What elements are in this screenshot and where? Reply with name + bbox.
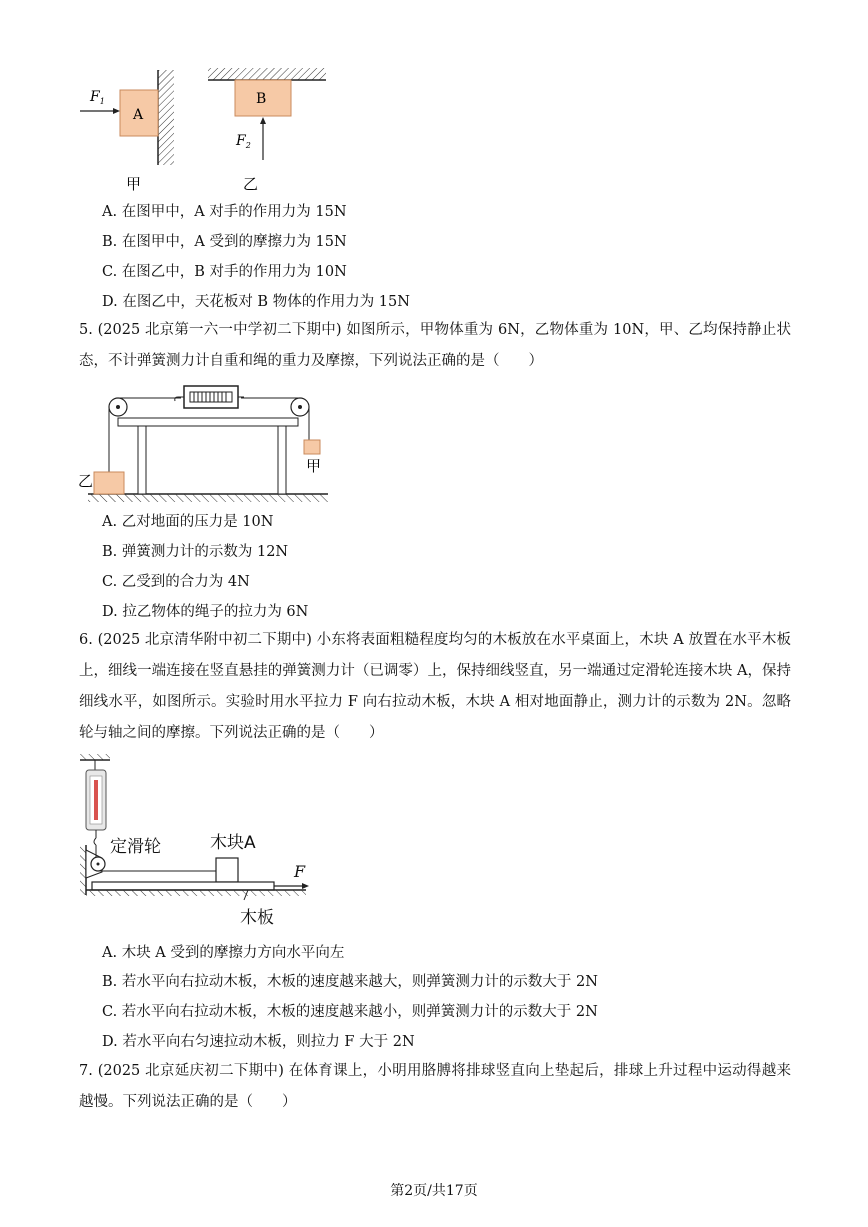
q4-option-c: C. 在图乙中，B 对手的作用力为 10N bbox=[102, 264, 347, 280]
f2-label: $F_2$ bbox=[236, 133, 251, 150]
figure-1-diagram bbox=[70, 60, 370, 200]
figure-2-table-pulley-diagram bbox=[78, 380, 338, 505]
f1-label: $F_1$ bbox=[90, 89, 105, 106]
caption-jia: 甲 bbox=[126, 175, 142, 193]
q7-question: 7. (2025 北京延庆初二下期中) 在体育课上，小明用胳膊将排球竖直向上垫起后，排球上升过程中运动得越来越慢。下列说法正确的是（ ） bbox=[79, 1063, 791, 1110]
q5-option-a: A. 乙对地面的压力是 10N bbox=[102, 514, 274, 530]
wall-hatch bbox=[158, 70, 174, 165]
q5-option-b: B. 弹簧测力计的示数为 12N bbox=[102, 544, 289, 560]
q4-option-b: B. 在图甲中，A 受到的摩擦力为 15N bbox=[102, 234, 347, 250]
ground-hatch bbox=[88, 494, 328, 502]
q6-option-b: B. 若水平向右拉动木板，木板的速度越来越大，则弹簧测力计的示数大于 2N bbox=[102, 974, 598, 990]
block-yi bbox=[94, 472, 124, 494]
label-force-f: F bbox=[294, 862, 306, 881]
q6-option-d: D. 若水平向右匀速拉动木板，则拉力 F 大于 2N bbox=[102, 1034, 415, 1050]
block-b-label: B bbox=[256, 91, 267, 107]
q5-option-c: C. 乙受到的合力为 4N bbox=[102, 574, 250, 590]
page-footer: 第2页/共17页 bbox=[390, 1183, 478, 1199]
table-top bbox=[118, 418, 298, 426]
table-leg-right bbox=[278, 426, 286, 494]
q4-option-a: A. 在图甲中，A 对手的作用力为 15N bbox=[102, 204, 347, 220]
caption-yi: 乙 bbox=[243, 175, 259, 193]
q6-option-c: C. 若水平向右拉动木板，木板的速度越来越小，则弹簧测力计的示数大于 2N bbox=[102, 1004, 598, 1020]
f1-arrowhead bbox=[113, 108, 120, 114]
f-arrowhead bbox=[302, 883, 309, 889]
wall-hatch-q6 bbox=[80, 845, 86, 895]
q6-option-a: A. 木块 A 受到的摩擦力方向水平向左 bbox=[102, 945, 345, 961]
q5-option-d: D. 拉乙物体的绳子的拉力为 6N bbox=[102, 604, 309, 620]
f2-arrowhead bbox=[260, 117, 266, 124]
label-jia: 甲 bbox=[306, 457, 322, 475]
q5-question: 5. (2025 北京第一六一中学初二下期中) 如图所示，甲物体重为 6N，乙物体重为 10N，甲、乙均保持静止状态，不计弹簧测力计自重和绳的重力及摩擦，下列说法正确的是（ ） bbox=[79, 322, 791, 369]
table-leg-left bbox=[138, 426, 146, 494]
label-wood-block: 木块A bbox=[210, 833, 256, 853]
label-wood-board: 木板 bbox=[240, 908, 274, 928]
table-hatch bbox=[86, 890, 306, 896]
ceiling-hatch bbox=[208, 68, 326, 80]
label-fixed-pulley: 定滑轮 bbox=[110, 837, 161, 857]
block-jia bbox=[304, 440, 320, 454]
label-yi: 乙 bbox=[78, 472, 94, 490]
ceiling-hatch-q6 bbox=[80, 754, 110, 760]
block-a-label: A bbox=[133, 107, 144, 123]
q6-question: 6. (2025 北京清华附中初二下期中) 小东将表面粗糙程度均匀的木板放在水平桌面上，木块 A 放置在水平木板上，细线一端连接在竖直悬挂的弹簧测力计（已调零）上，保持细线竖直，另一端通过定滑轮连接木块 A，保持细线水平，如图所示。实验时用水平拉力 F 向右拉动木板，木块 A 相对地面静止，测力计的示数为 2N。忽略轮与轴之间的摩擦。下列说法正确的是（ ） bbox=[79, 632, 791, 741]
wood-block-a bbox=[216, 858, 238, 882]
q4-option-d: D. 在图乙中，天花板对 B 物体的作用力为 15N bbox=[102, 294, 410, 310]
wood-board bbox=[92, 882, 274, 890]
